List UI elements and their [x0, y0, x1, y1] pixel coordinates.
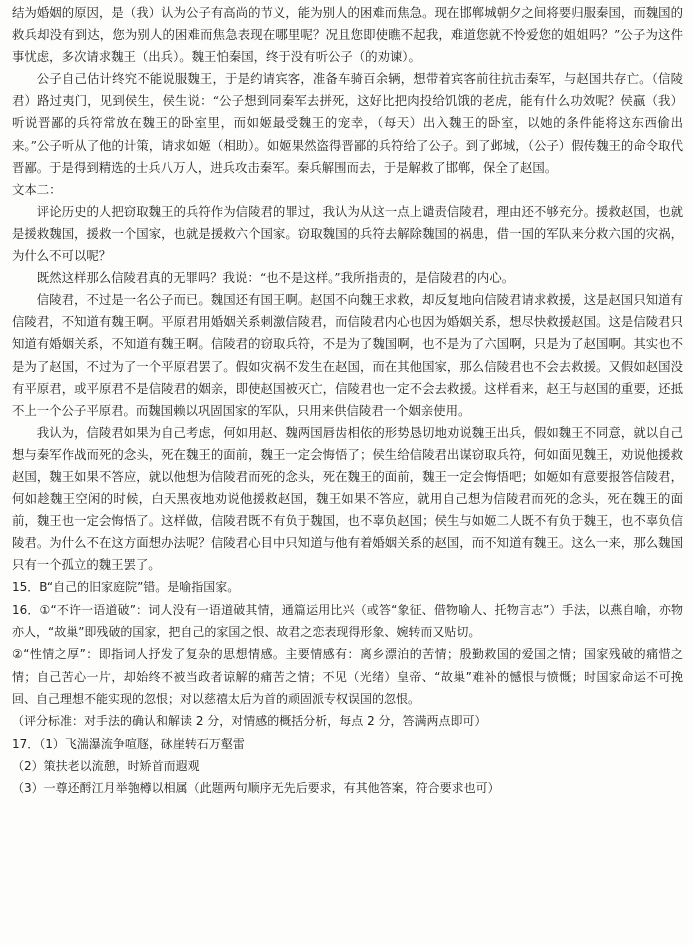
paragraph: 评论历史的人把窃取魏王的兵符作为信陵君的罪过，我认为从这一点上谴责信陵君，理由还不够充分。援救赵国，也就是援救魏国，援救一个国家，也就是援救六个国家。窃取魏国的兵符去解除魏国的祸患，借一国的军队来分救六国的灾祸，为什么不可以呢？	[12, 203, 683, 264]
paragraph: 我认为，信陵君如果为自己考虑，何如用赵、魏两国唇齿相依的形势恳切地劝说魏王出兵，假如魏王不同意，就以自己想与秦军作战而死的念头，死在魏王的面前，魏王一定会悔悟了；侯生给信陵君出谋窃取兵符，何如面见魏王，劝说他援救赵国，魏王如果不答应，就以他想为信陵君而死的念头，死在魏王的面前，魏王一定会悔悟吧；如姬如有意要报答信陵君，何如趁魏王空闲的时候，白天黑夜地劝说他援救赵国，魏王如果不答应，就用自己想为信陵君而死的念头，死在魏王的面前，魏王也一定会悔悟了。这样做，信陵君既不有负于魏国，也不辜负赵国；侯生与如姬二人既不有负于魏王，也不辜负信陵君。为什么不在这方面想办法呢？信陵君心目中只知道与他有着婚姻关系的赵国，而不知道有魏王。这么一来，那么魏国只有一个孤立的魏王罢了。	[12, 424, 683, 573]
answer-q17-part1: 17．（1）飞湍瀑流争喧豗，砯崖转石万壑雷	[12, 736, 245, 751]
text-two	[12, 201, 683, 577]
paragraph: 既然这样那么信陵君真的无罪吗？我说：“也不是这样。”我所指责的，是信陵君的内心。	[36, 270, 515, 286]
answer-q16-part1: 16．①“不许一语道破”：词人没有一语道破其情，通篇运用比兴（或答“象征、借物喻人、托物言志”）手法，以燕自喻，亦物亦人，“故巢”即残破的国家，把自己的家国之恨、故君之恋表现得形象、婉转而又贴切。	[12, 602, 683, 640]
paragraph: 公子自己估计终究不能说服魏王，于是约请宾客，准备车骑百余辆，想带着宾客前往抗击秦军，与赵国共存亡。（信陵君）路过夷门，见到侯生，侯生说：“公子想到同秦军去拼死，这好比把肉投给饥饿的老虎，能有什么功效呢？侯嬴（我）听说晋鄙的兵符常放在魏王的卧室里，而如姬最受魏王的宠幸，（每天）出入魏王的卧室，以她的条件能将这东西偷出来。”公子听从了他的计策，请求如姬（相助）。如姬果然盗得晋鄙的兵符给了公子。到了邺城，（公子）假传魏王的命令取代晋鄙。于是得到精选的士兵八万人，进兵攻击秦军。秦兵解围而去，于是解救了邯郸，保全了赵国。	[12, 71, 683, 175]
answer-q17-part2: （2）策扶老以流憩，时矫首而遐观	[12, 758, 200, 773]
paragraph: 结为婚姻的原因，是（我）认为公子有高尚的节义，能为别人的困难而焦急。现在邯郸城朝夕之间将要归服秦国，而魏国的救兵却没有到达，您为别人的困难而焦急表现在哪里呢？况且您即使瞧不起我，难道您就不怜爱您的姐姐吗？”公子为这件事忧虑，多次请求魏王（出兵）。魏王怕秦国，终于没有听公子（的劝谏）。	[12, 5, 683, 65]
answer-q15: 15．B“自己的旧家庭院”错。是喻指国家。	[12, 580, 240, 595]
scoring-note: （评分标准：对手法的确认和解读 2 分，对情感的概括分析，每点 2 分，答满两点即可）	[12, 714, 487, 729]
paragraph: 信陵君，不过是一名公子而已。魏国还有国王啊。赵国不向魏王求救，却反复地向信陵君请求救援，这是赵国只知道有信陵君，不知道有魏王啊。平原君用婚姻关系刺激信陵君，而信陵君内心也因为婚姻关系，想尽快救援赵国。这是信陵君只知道有婚姻关系，不知道有魏王啊。信陵君的窃取兵符，不是为了魏国啊，也不是为了六国啊，只是为了赵国啊。其实也不是为了赵国，不过为了一个平原君罢了。假如灾祸不发生在赵国，而在其他国家，那么信陵君也不会去救援。又假如赵国没有平原君，或平原君不是信陵君的姻亲，即使赵国被灭亡，信陵君也一定不会去救援。这样看来，赵王与赵国的重要，还抵不上一个公子平原君。而魏国赖以巩固国家的军队，只用来供信陵君一个姻亲使用。	[12, 292, 683, 418]
answer-q16-part2: ②“性情之厚”：即指词人抒发了复杂的思想情感。主要情感有：离乡漂泊的苦情；殷勤救国的爱国之情；国家残破的痛惜之情；自己苦心一片，却始终不被当政者谅解的痛苦之情；不见（光绪）皇帝、“故巢”难补的憾恨与愤慨；时国家命运不可挽回、自己理想不能实现的忽恨；对以慈禧太后为首的顽固派专权误国的忽恨。	[12, 647, 683, 706]
answer-q17-part3: （3）一尊还酹江月举匏樽以相属（此题两句顺序无先后要求，有其他答案，符合要求也可）	[12, 781, 500, 796]
answers-section	[12, 576, 683, 799]
text-two-heading: 文本二：	[12, 181, 62, 197]
text-one-continued	[12, 2, 683, 179]
